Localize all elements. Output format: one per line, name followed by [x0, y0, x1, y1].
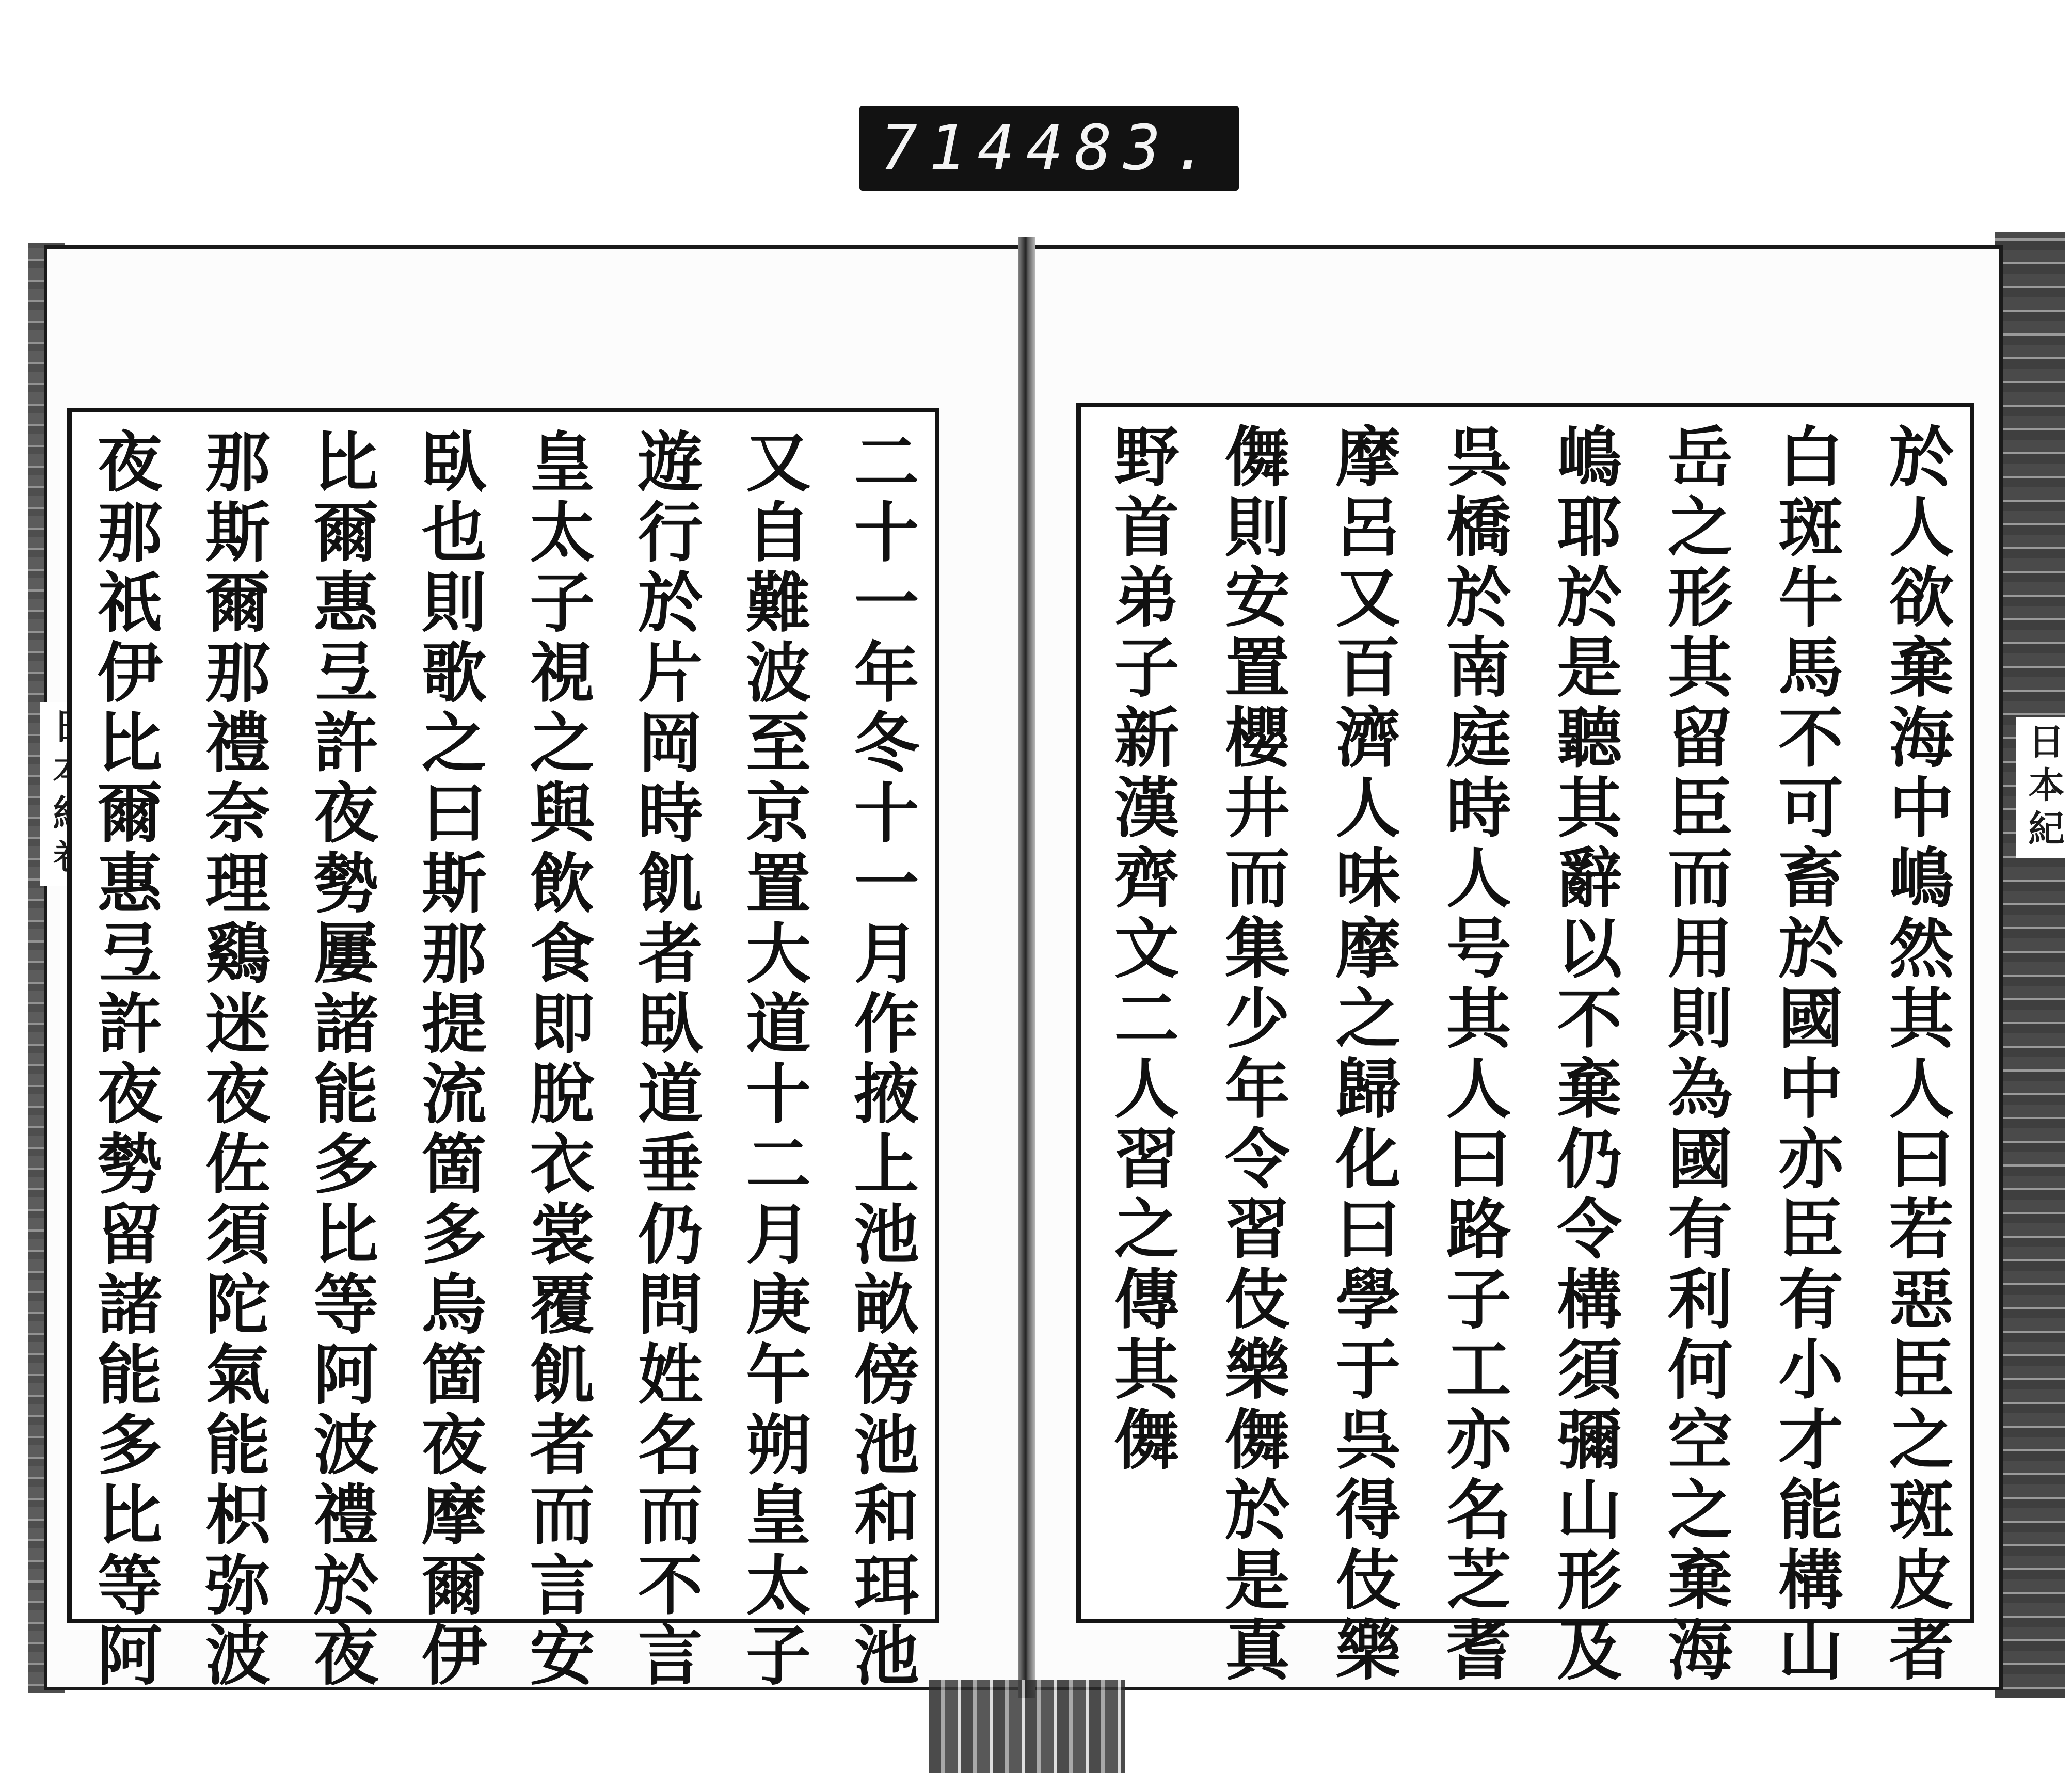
text-column: 白斑牛馬不可畜於國中亦臣有小才能構山 [1767, 423, 1844, 1686]
right-page-edge-caption: 日本紀 [2016, 717, 2072, 858]
text-column: 夜那祇伊比爾惠弖許夜勢留諸能多比等阿 [87, 428, 163, 1691]
left-text-frame [67, 408, 939, 1691]
text-column: 呉橋於南庭時人号其人曰路子工亦名芝耆 [1436, 423, 1512, 1686]
text-column: 摩呂又百濟人味摩之歸化曰學于呉得伎樂 [1325, 423, 1401, 1686]
archive-label-number-1: 714 [880, 113, 1026, 184]
text-column: 臥也則歌之曰斯那提流箇多烏箇夜摩爾伊 [411, 428, 488, 1691]
text-column: 皇太子視之與飲食即脫衣裳覆飢者而言安 [519, 428, 596, 1691]
right-text-columns [1104, 423, 1955, 1686]
text-column: 又自難波至京置大道十二月庚午朔皇太子 [735, 428, 812, 1691]
right-text-frame [1076, 403, 1974, 1686]
right-page-edge [1995, 232, 2065, 1698]
text-column: 那斯爾那禮奈理鷄迷夜佐須陀氣能枳弥波 [195, 428, 272, 1691]
text-column: 野首弟子新漢齊文二人習之傳其儛 [1104, 423, 1180, 1476]
archive-label-number-2: 483. [1026, 113, 1221, 184]
book-gutter [1018, 237, 1035, 1698]
archive-label [859, 106, 1239, 191]
text-column: 嶋耶於是聽其辭以不棄仍令構須彌山形及 [1546, 423, 1623, 1686]
left-text-columns [87, 428, 920, 1691]
text-column: 儛則安置櫻井而集少年令習伎樂儛於是真 [1214, 423, 1291, 1686]
book-spine [929, 1680, 1125, 1773]
text-column: 於人欲棄海中嶋然其人曰若惡臣之斑皮者 [1878, 423, 1955, 1686]
text-column: 岳之形其留臣而用則為國有利何空之棄海 [1657, 423, 1734, 1686]
text-column: 比爾惠弖許夜勢屢諸能多比等阿波禮於夜 [302, 428, 379, 1691]
text-column: 遊行於片岡時飢者臥道垂仍問姓名而不言 [627, 428, 704, 1691]
text-column: 二十一年冬十一月作掖上池畝傍池和珥池 [843, 428, 920, 1691]
